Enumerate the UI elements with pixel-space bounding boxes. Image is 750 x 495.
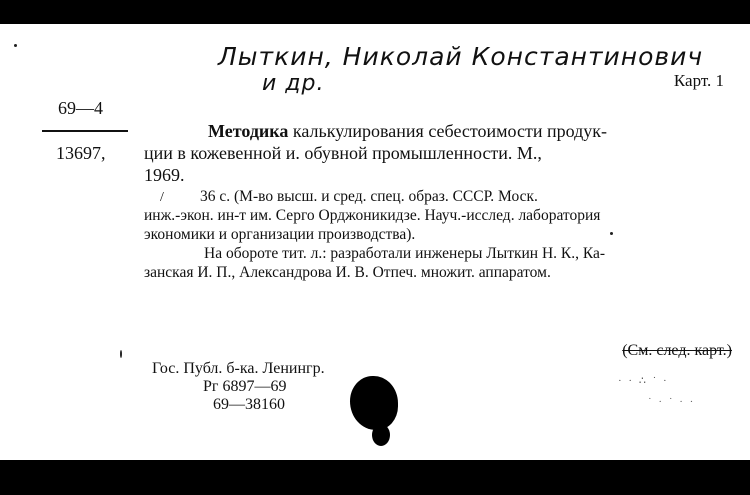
description-line-1: 36 с. (М-во высш. и сред. спец. образ. СССР. Моск. (200, 188, 538, 205)
card-number: Карт. 1 (673, 71, 724, 90)
description-line-2: инж.-экон. ин-т им. Серго Орджоникидзе. Науч.-исслед. лаборатория (144, 207, 601, 224)
title-line-1 (208, 120, 607, 142)
title-line-2: ции в кожевенной и. обувной промышленности. М., (144, 143, 542, 163)
pencil-mark: / (160, 190, 164, 205)
ink-blot (350, 376, 398, 430)
handwritten-author: Лыткин, Николай Константинович (218, 42, 704, 71)
call-number-divider (42, 130, 128, 132)
faint-stamp-mark-2: ˙ · ˙ · · (648, 396, 696, 408)
note-line-2: занская И. П., Александрова И. В. Отпеч. множит. аппаратом. (144, 264, 551, 281)
see-next-card: (См. след. карт.) (622, 342, 732, 359)
library-code: Рг 6897—69 (203, 378, 287, 395)
description-line-3: экономики и организации производства). (144, 226, 416, 243)
title-line-3: 1969. (144, 165, 185, 185)
scan-border-bottom (0, 472, 750, 495)
title-line-1-rest: калькулирования себестоимости продук- (288, 121, 607, 141)
title-bold-word: Методика (208, 121, 289, 141)
call-number-bottom: 13697, (56, 143, 106, 163)
faint-stamp-mark: · · ∴ ˙ · (618, 375, 669, 387)
handwritten-coauthors: и др. (262, 71, 325, 96)
note-line-1: На обороте тит. л.: разработали инженеры Лыткин Н. К., Ка- (204, 245, 606, 262)
catalog-card (0, 24, 750, 460)
call-number-top: 69—4 (58, 98, 103, 118)
speck (610, 232, 613, 235)
speck (120, 350, 122, 358)
library-name: Гос. Публ. б-ка. Ленингр. (152, 360, 325, 377)
ink-blot-drip (372, 424, 390, 446)
library-number: 69—38160 (213, 396, 285, 413)
speck (14, 44, 17, 47)
